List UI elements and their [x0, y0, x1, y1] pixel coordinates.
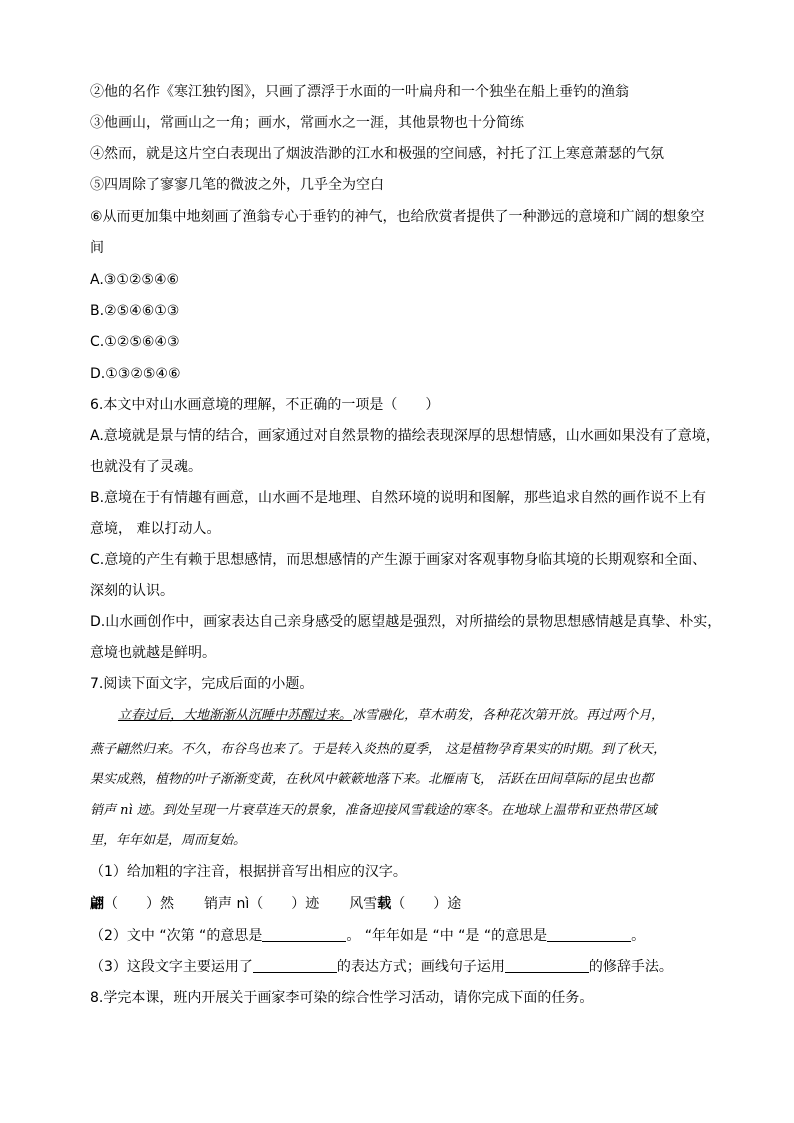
sub2-text-b: 。 “年年如是 “中 “是 “的意思是 — [346, 928, 548, 944]
word-blank-1: （ ）然 — [104, 896, 174, 912]
answer-blank[interactable] — [505, 958, 589, 973]
order-item-2: ②他的名作《寒江独钓图》，只画了漂浮于水面的一叶扁舟和一个独坐在船上垂钓的渔翁 — [90, 84, 629, 100]
passage-line-text: 冰雪融化，草木萌发，各种花次第开放。再过两个月， — [352, 708, 665, 723]
passage-line: 燕子翩然归来。不久，布谷鸟也来了。于是转入炎热的夏季， 这是植物孕育果实的时期。到了秋天， — [90, 742, 667, 757]
q6-line: C.意境的产生有赖于思想感情，而思想感情的产生源于画家对客观事物身临其境的长期观察和全面、 — [90, 552, 707, 568]
sub2-text-c: 。 — [631, 928, 646, 944]
word-blank-3: （ ）途 — [391, 896, 462, 912]
passage-line — [118, 706, 664, 726]
passage-line: 里，年年如是，周而复始。 — [90, 833, 247, 848]
passage-underlined-sentence: 立春过后，大地渐渐从沉睡中苏醒过来。 — [118, 708, 353, 723]
option-d: D.①③②⑤④⑥ — [90, 366, 181, 382]
bold-char-pian: 翩 — [90, 896, 104, 912]
q7-sub1-words — [90, 894, 461, 914]
answer-blank[interactable] — [253, 958, 337, 973]
q6-line: 意境， 难以打动人。 — [90, 521, 221, 537]
q6-line: D.山水画创作中，画家表达自己亲身感受的愿望越是强烈，对所描绘的景物思想感情越是真挚、朴实， — [90, 614, 722, 630]
question-6-stem: 6.本文中对山水画意境的理解，不正确的一项是（ ） — [90, 397, 440, 413]
passage-line: 销声 nì 迹。到处呈现一片衰草连天的景象，准备迎接风雪载途的寒冬。在地球上温带和亚热带区域 — [90, 803, 657, 818]
word-blank-2: 销声 nì（ ）迹 — [204, 896, 320, 912]
q6-line: 深刻的认识。 — [90, 583, 174, 599]
order-item-6: ⑥从而更加集中地刻画了渔翁专心于垂钓的神气，也给欣赏者提供了一种渺远的意境和广阔的想象空 — [90, 209, 705, 225]
order-item-6-cont: 间 — [90, 240, 104, 256]
order-item-3: ③他画山，常画山之一角；画水，常画水之一涯，其他景物也十分简练 — [90, 115, 524, 131]
option-b: B.②⑤④⑥①③ — [90, 303, 180, 319]
q6-line: 也就没有了灵魂。 — [90, 459, 202, 475]
word-prefix-3: 风雪 — [349, 896, 378, 912]
q6-line: 意境也就越是鲜明。 — [90, 645, 216, 661]
answer-blank[interactable] — [262, 927, 346, 942]
q7-sub1: （1）给加粗的字注音，根据拼音写出相应的汉字。 — [90, 864, 407, 880]
question-8-stem: 8.学完本课，班内开展关于画家李可染的综合性学习活动，请你完成下面的任务。 — [90, 990, 594, 1006]
q7-sub2 — [90, 926, 645, 946]
sub2-text-a: （2）文中 “次第 “的意思是 — [90, 928, 263, 944]
sub3-text-c: 的修辞手法。 — [588, 959, 673, 975]
option-a: A.③①②⑤④⑥ — [90, 272, 180, 288]
passage-line: 果实成熟，植物的叶子渐渐变黄，在秋风中簌簌地落下来。北雁南飞， 活跃在田间草际的昆虫也都 — [90, 772, 654, 787]
q6-line: B.意境在于有情趣有画意，山水画不是地理、自然环境的说明和图解，那些追求自然的画作说不上有 — [90, 490, 707, 506]
bold-char-zai: 载 — [377, 896, 392, 912]
q7-sub3 — [90, 957, 673, 977]
answer-blank[interactable] — [547, 927, 631, 942]
option-c: C.①②⑤⑥④③ — [90, 334, 180, 350]
question-7-stem: 7.阅读下面文字，完成后面的小题。 — [90, 676, 314, 692]
sub3-text-b: 的表达方式；画线句子运用 — [336, 959, 505, 975]
q6-line: A.意境就是景与情的结合，画家通过对自然景物的描绘表现深厚的思想情感，山水画如果没有了意境， — [90, 428, 720, 444]
order-item-5: ⑤四周除了寥寥几笔的微波之外，几乎全为空白 — [90, 177, 384, 193]
sub3-text-a: （3）这段文字主要运用了 — [90, 959, 253, 975]
order-item-4: ④然而，就是这片空白表现出了烟波浩渺的江水和极强的空间感，衬托了江上寒意萧瑟的气氛 — [90, 146, 664, 162]
